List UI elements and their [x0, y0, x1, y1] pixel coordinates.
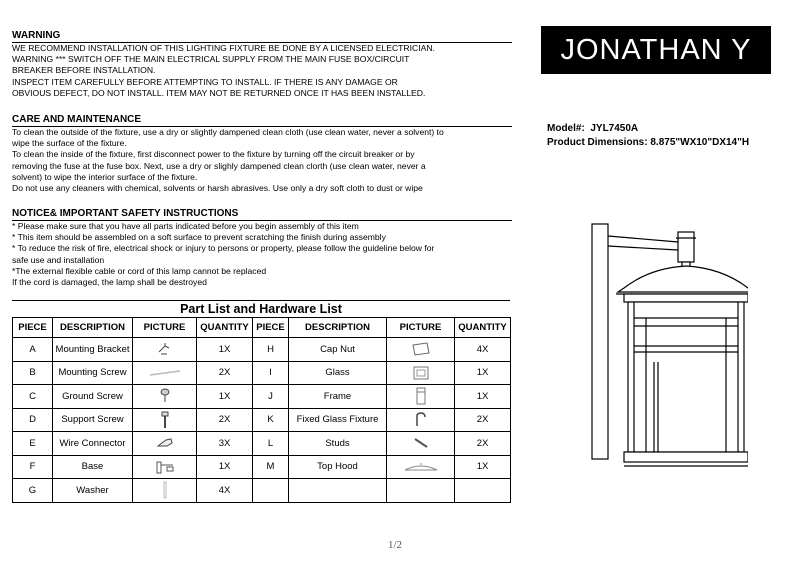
part-quantity: 2X: [197, 361, 253, 385]
part-description: Mounting Screw: [53, 361, 133, 385]
part-description: Fixed Glass Fixture: [289, 408, 387, 432]
header-piece: PIECE: [13, 318, 53, 338]
piece-letter: G: [13, 479, 53, 503]
part-description: Top Hood: [289, 455, 387, 479]
piece-letter: E: [13, 432, 53, 456]
notice-text: * Please make sure that you have all parts indicated before you begin assembly of this item * This item should be assembled on a soft surface to prevent scratching the finish during assembly * To reduce the risk of fire, electrical shock or injury to persons or property, please follow the guideline below for safe use and installation *The external flexible cable or cord of this lamp cannot be replaced If the cord is damaged, the lamp shall be destroyed: [12, 221, 435, 288]
part-quantity: 2X: [455, 432, 511, 456]
piece-letter: [253, 479, 289, 503]
empty-picture-cell: [387, 479, 455, 503]
piece-letter: J: [253, 385, 289, 409]
base-icon: [133, 455, 197, 479]
ground-screw-icon: [133, 385, 197, 409]
header-description: DESCRIPTION: [289, 318, 387, 338]
notice-title: NOTICE& IMPORTANT SAFETY INSTRUCTIONS: [12, 208, 512, 221]
table-row: [13, 338, 511, 362]
brand-logo: JONATHAN Y: [541, 26, 771, 74]
table-row: [13, 361, 511, 385]
warning-text: WE RECOMMEND INSTALLATION OF THIS LIGHTING FIXTURE BE DONE BY A LICENSED ELECTRICIAN. WARNING *** SWITCH OFF THE MAIN ELECTRICAL SUPPLY FROM THE MAIN FUSE BOX/CIRCUIT BREAKER BEFORE INSTALLATION. INSPECT ITEM CAREFULLY BEFORE ATTEMPTING TO INSTALL. IF THERE IS ANY DAMAGE OR OBVIOUS DEFECT, DO NOT INSTALL. ITEM MAY NOT BE RETURNED ONCE IT HAS BEEN INSTALLED.: [12, 43, 435, 98]
piece-letter: M: [253, 455, 289, 479]
part-description: Base: [53, 455, 133, 479]
model-value: JYL7450A: [590, 123, 639, 134]
part-quantity: 1X: [197, 455, 253, 479]
fixed-glass-fixture-icon: [387, 408, 455, 432]
part-description: [289, 479, 387, 503]
header-picture: PICTURE: [387, 318, 455, 338]
part-description: Glass: [289, 361, 387, 385]
part-quantity: 2X: [197, 408, 253, 432]
piece-letter: D: [13, 408, 53, 432]
part-quantity: 2X: [455, 408, 511, 432]
piece-letter: I: [253, 361, 289, 385]
header-quantity: QUANTITY: [197, 318, 253, 338]
part-description: Studs: [289, 432, 387, 456]
part-quantity: 4X: [455, 338, 511, 362]
dimensions-label: Product Dimensions:: [547, 137, 648, 148]
mounting-screw-icon: [133, 361, 197, 385]
table-row: [13, 385, 511, 409]
top-hood-icon: [387, 455, 455, 479]
mounting-bracket-icon: [133, 338, 197, 362]
parts-table-header: [13, 318, 511, 338]
part-description: Ground Screw: [53, 385, 133, 409]
part-quantity: 1X: [455, 455, 511, 479]
support-screw-icon: [133, 408, 197, 432]
part-description: Support Screw: [53, 408, 133, 432]
part-quantity: 1X: [455, 385, 511, 409]
dimensions-line: [547, 137, 749, 148]
part-quantity: 1X: [197, 385, 253, 409]
care-text: To clean the outside of the fixture, use a dry or slightly dampened clean cloth (use clean water, never a solvent) to wipe the surface of the fixture. To clean the inside of the fixture, first disconnect power to the fixture by turning off the circuit breaker or by removing the fuse at the fuse box. Next, use a dry or slighly dampened clean clorth (use clean water, never a solvent) to wipe the interior surface of the fixture. Do not use any cleaners with chemical, solvents or harsh abrasives. Use only a dry soft cloth to dust or wipe: [12, 127, 444, 194]
care-title: CARE AND MAINTENANCE: [12, 114, 512, 127]
parts-list-title: Part List and Hardware List: [12, 300, 510, 318]
glass-icon: [387, 361, 455, 385]
part-description: Wire Connector: [53, 432, 133, 456]
part-description: Washer: [53, 479, 133, 503]
piece-letter: L: [253, 432, 289, 456]
header-piece: PIECE: [253, 318, 289, 338]
piece-letter: B: [13, 361, 53, 385]
cap-nut-icon: [387, 338, 455, 362]
part-quantity: 1X: [455, 361, 511, 385]
model-label: Model#:: [547, 123, 585, 134]
piece-letter: C: [13, 385, 53, 409]
part-description: Cap Nut: [289, 338, 387, 362]
part-quantity: 3X: [197, 432, 253, 456]
header-picture: PICTURE: [133, 318, 197, 338]
piece-letter: A: [13, 338, 53, 362]
table-row: [13, 408, 511, 432]
piece-letter: K: [253, 408, 289, 432]
part-quantity: 1X: [197, 338, 253, 362]
frame-icon: [387, 385, 455, 409]
parts-table: [12, 317, 511, 503]
part-description: Frame: [289, 385, 387, 409]
table-row: [13, 479, 511, 503]
part-quantity: 4X: [197, 479, 253, 503]
part-description: Mounting Bracket: [53, 338, 133, 362]
warning-title: WARNING: [12, 30, 512, 43]
washer-icon: [133, 479, 197, 503]
piece-letter: H: [253, 338, 289, 362]
table-row: [13, 432, 511, 456]
lantern-fixture-drawing: [588, 222, 748, 482]
header-description: DESCRIPTION: [53, 318, 133, 338]
studs-icon: [387, 432, 455, 456]
wire-connector-icon: [133, 432, 197, 456]
part-quantity: [455, 479, 511, 503]
table-row: [13, 455, 511, 479]
header-quantity: QUANTITY: [455, 318, 511, 338]
page-number: 1/2: [388, 539, 403, 551]
dimensions-value: 8.875"WX10"DX14"H: [650, 137, 750, 148]
model-line: [547, 123, 638, 134]
piece-letter: F: [13, 455, 53, 479]
